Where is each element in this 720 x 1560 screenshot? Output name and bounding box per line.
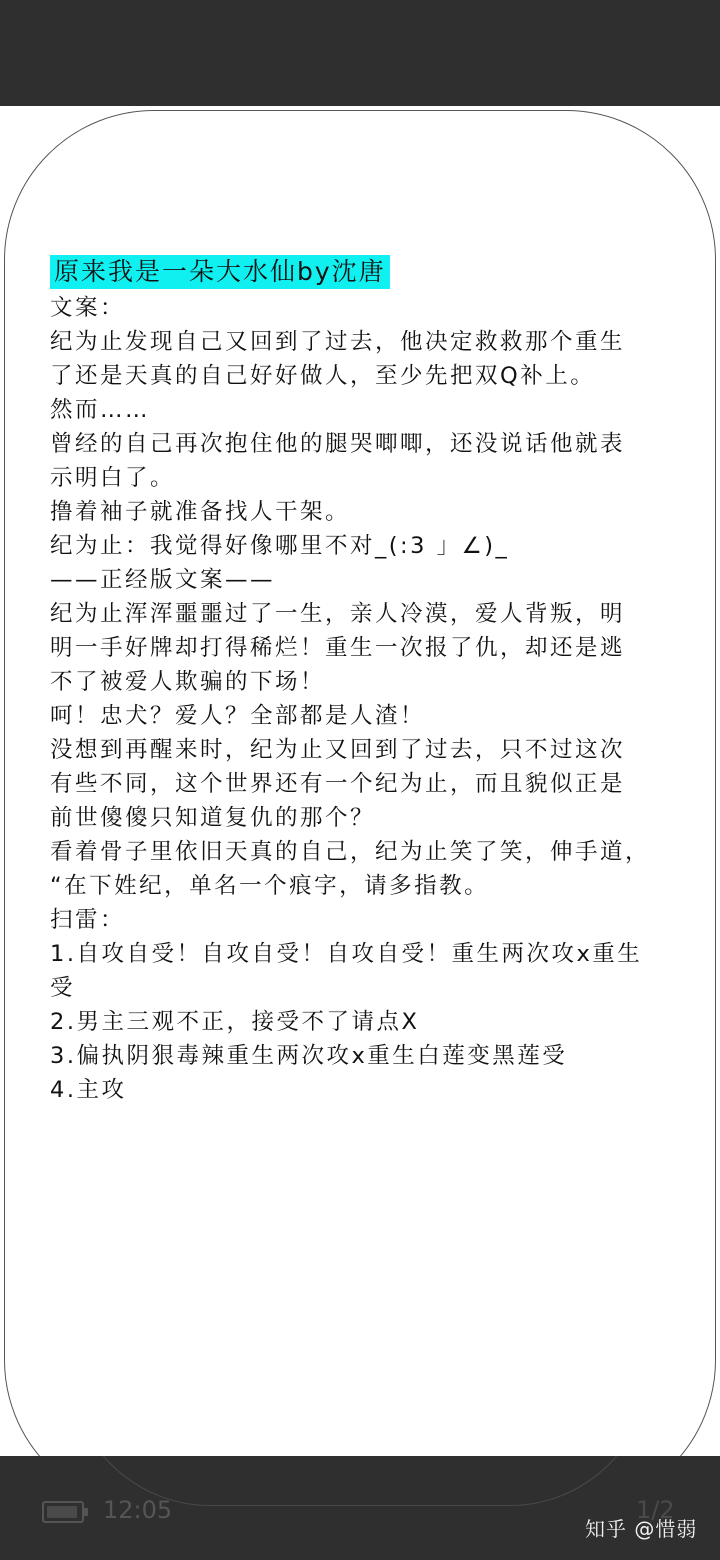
article-line: 2.男主三观不正，接受不了请点X (50, 1009, 420, 1035)
zhihu-watermark: 知乎 @惜弱 (585, 1517, 698, 1541)
article-line: 3.偏执阴狠毒辣重生两次攻x重生白莲变黑莲受 (50, 1043, 568, 1069)
article-title: 原来我是一朵大水仙by沈唐 (50, 255, 390, 289)
battery-icon (42, 1501, 84, 1523)
battery-level (47, 1506, 77, 1518)
article-line: 了还是天真的自己好好做人，至少先把双Q补上。 (50, 363, 596, 389)
page-indicator: 1/2 (636, 1496, 675, 1524)
article-line: “在下姓纪，单名一个痕字，请多指教。 (50, 873, 490, 899)
article-line: 明一手好牌却打得稀烂！重生一次报了仇，却还是逃 (50, 635, 626, 661)
article-line: 纪为止浑浑噩噩过了一生，亲人冷漠，爱人背叛，明 (50, 601, 626, 627)
article-line: 然而…… (50, 397, 151, 423)
article-line: 1.自攻自受！自攻自受！自攻自受！重生两次攻x重生 (50, 941, 643, 967)
article-line: 撸着袖子就准备找人干架。 (50, 499, 351, 525)
article-line: 受 (50, 975, 76, 1001)
article-line: 扫雷： (50, 907, 126, 933)
article-line: 4.主攻 (50, 1077, 127, 1103)
article-line: 纪为止：我觉得好像哪里不对_(:3 」∠)_ (50, 533, 510, 559)
article-line: 没想到再醒来时，纪为止又回到了过去，只不过这次 (50, 737, 626, 763)
article-line: 示明白了。 (50, 465, 176, 491)
article-line: 文案： (50, 295, 126, 321)
bottom-status-bar (0, 1456, 720, 1560)
article-line: 有些不同，这个世界还有一个纪为止，而且貌似正是 (50, 771, 626, 797)
article-line: 看着骨子里依旧天真的自己，纪为止笑了笑，伸手道， (50, 839, 651, 865)
article-line: ——正经版文案—— (50, 567, 276, 593)
article-line: 纪为止发现自己又回到了过去，他决定救救那个重生 (50, 329, 626, 355)
top-dark-bar (0, 0, 720, 106)
status-time: 12:05 (103, 1496, 173, 1524)
article-line: 不了被爱人欺骗的下场！ (50, 669, 326, 695)
article-line: 曾经的自己再次抱住他的腿哭唧唧，还没说话他就表 (50, 431, 626, 457)
article-line: 呵！忠犬？爱人？全部都是人渣！ (50, 703, 426, 729)
article-content (50, 255, 690, 1107)
article-lines (50, 291, 690, 1107)
article-line: 前世傻傻只知道复仇的那个？ (50, 805, 376, 831)
